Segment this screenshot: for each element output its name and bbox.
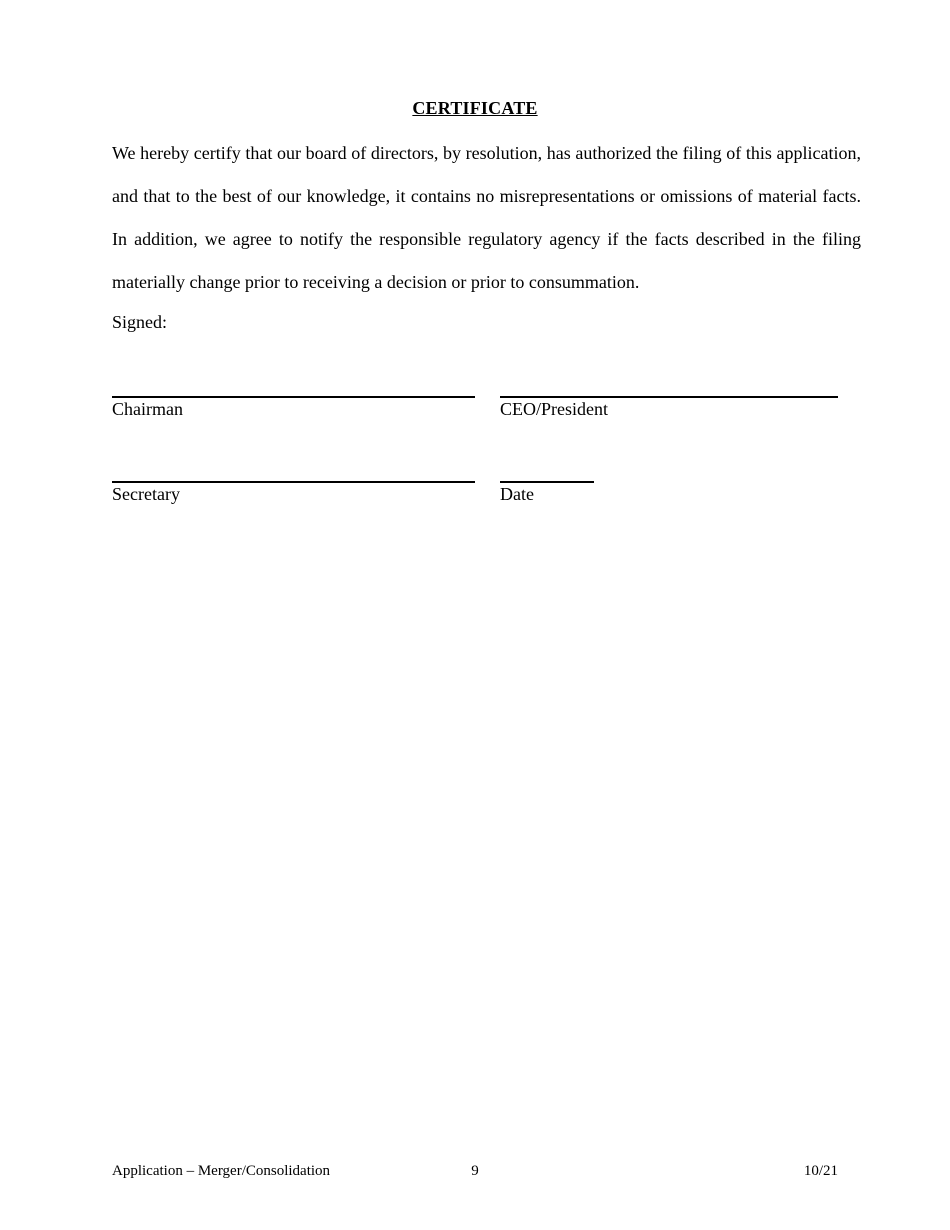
footer-revision-date: 10/21 xyxy=(803,1163,838,1179)
signed-label: Signed: xyxy=(112,312,168,332)
secretary-label: Secretary xyxy=(112,484,180,504)
date-signature-line xyxy=(500,481,594,483)
secretary-signature-line xyxy=(112,481,475,483)
certification-paragraph: We hereby certify that our board of directors, by resolution, has authorized the filing of this application, and that to the best of our knowledge, it contains no misrepresentations or omissions of material facts. In addition, we agree to notify the responsible regulatory agency if the facts described in the filing materially change prior to receiving a decision or prior to consummation. xyxy=(112,143,870,292)
footer-page-number: 9 xyxy=(471,1163,479,1179)
ceo-president-label: CEO/President xyxy=(500,399,608,419)
date-label: Date xyxy=(500,484,534,504)
page-title: CERTIFICATE xyxy=(412,98,538,118)
footer-document-name: Application – Merger/Consolidation xyxy=(112,1163,331,1179)
chairman-signature-line xyxy=(112,396,475,398)
chairman-label: Chairman xyxy=(112,399,183,419)
ceo-president-signature-line xyxy=(500,396,838,398)
